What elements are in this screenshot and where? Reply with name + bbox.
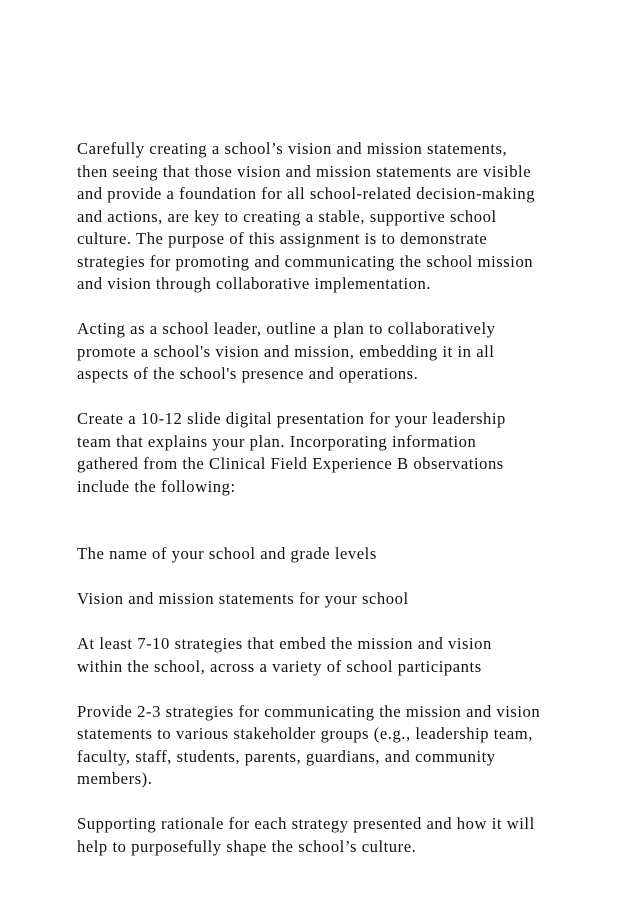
presentation-instructions-paragraph [77,408,617,498]
requirement-item-statements [77,588,617,611]
text-line: culture. The purpose of this assignment is to demonstrate [77,229,488,248]
document-body [77,138,617,858]
paragraph-spacer [77,611,617,634]
requirement-item-communication-strategies [77,701,617,791]
leader-plan-paragraph [77,318,617,386]
text-line: team that explains your plan. Incorporating information [77,431,477,451]
text-line: members). [77,769,153,788]
requirement-item-embed-strategies [77,633,617,678]
text-line: At least 7-10 strategies that embed the mission and vision [77,634,492,653]
paragraph-spacer [77,566,617,589]
text-line: Create a 10-12 slide digital presentation for your leadership [77,409,506,428]
paragraph-spacer [77,791,617,814]
paragraph-spacer [77,386,617,409]
text-line: then seeing that those vision and mission statements are visible [77,161,532,181]
text-line: and provide a foundation for all school-related decision-making [77,184,536,203]
text-line: help to purposefully shape the school’s culture. [77,836,417,856]
paragraph-spacer [77,498,617,543]
text-line: Supporting rationale for each strategy presented and how it will [77,814,535,833]
text-line: gathered from the Clinical Field Experience B observations [77,454,504,473]
text-line: strategies for promoting and communicating the school mission [77,251,534,271]
text-line: promote a school's vision and mission, embedding it in all [77,341,495,361]
text-line: Acting as a school leader, outline a plan to collaboratively [77,319,496,338]
text-line: Provide 2-3 strategies for communicating the mission and vision [77,701,541,721]
text-line: Vision and mission statements for your school [77,589,409,608]
text-line: include the following: [77,476,236,496]
requirement-item-rationale [77,813,617,858]
paragraph-spacer [77,296,617,319]
text-line: Carefully creating a school’s vision and mission statements, [77,139,508,158]
text-line: aspects of the school's presence and operations. [77,364,419,383]
text-line: statements to various stakeholder groups (e.g., leadership team, [77,724,533,743]
text-line: The name of your school and grade levels [77,544,377,563]
text-line: and actions, are key to creating a stable, supportive school [77,206,497,226]
requirement-item-school-name [77,543,617,566]
text-line: and vision through collaborative implementation. [77,274,432,293]
text-line: within the school, across a variety of school participants [77,656,482,676]
paragraph-spacer [77,678,617,701]
intro-paragraph [77,138,617,296]
text-line: faculty, staff, students, parents, guardians, and community [77,746,496,766]
